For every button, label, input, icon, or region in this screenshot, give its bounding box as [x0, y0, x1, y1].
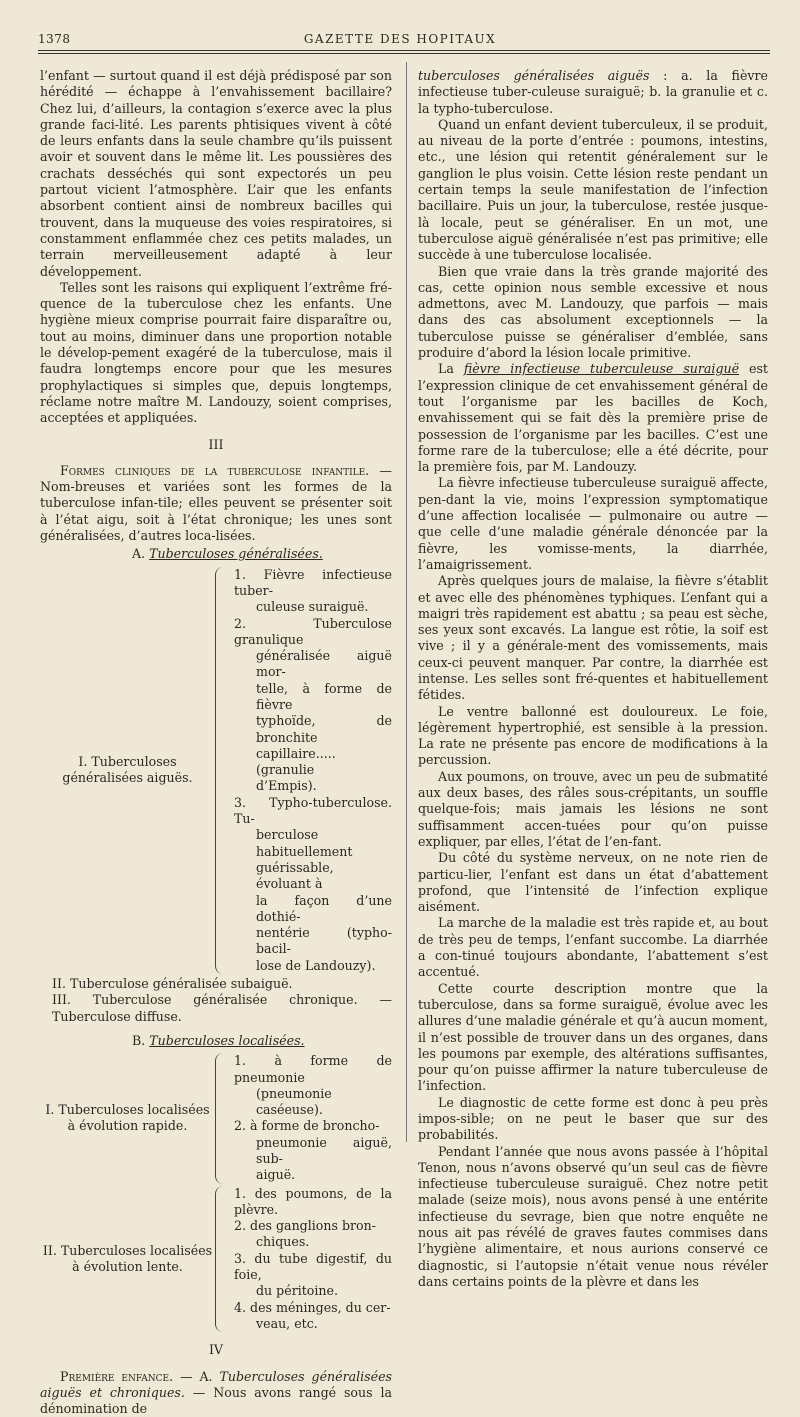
- table-item: 3. du tube digestif, du foie,: [234, 1250, 392, 1283]
- column-divider: [406, 62, 407, 1142]
- subsection-title: Tuberculoses généralisées.: [149, 546, 323, 562]
- table-item: chiques.: [256, 1234, 310, 1250]
- table-item: nentérie (typho-bacil-: [256, 925, 392, 957]
- paragraph: l’enfant — surtout quand il est déjà prédisposé par son hérédité — échappe à l’envahissement bacillaire? Chez lui, d’ailleurs, la contagion s’exerce avec la plus grande faci-lité. Les parents phtisiques vivent à côté de leurs enfants dans la seule chambre qu’ils puissent avoir et souvent dans le même lit. Les poussières des crachats desséchés qui sont expectorés un peu partout vicient l’atmosphère. L’air que les enfants absorbent contient ainsi de nombreux bacilles qui trouvent, dans la muqueuse des voies respiratoires, si constamment enflammée chez ces petits malades, un terrain merveilleusement adapté à leur développement.: [40, 68, 392, 279]
- subsection-letter: A.: [132, 546, 150, 562]
- table-item: typhoïde, de bronchite: [256, 713, 392, 745]
- table-item: aiguë.: [256, 1167, 296, 1183]
- paragraph: Le diagnostic de cette forme est donc à peu près impos-sible; on ne peut le baser que sur des probabilités.: [418, 1094, 768, 1143]
- table-item: d’Empis).: [256, 778, 317, 794]
- table-item: la façon d’une dothié-: [256, 892, 392, 924]
- classification-table: [40, 1053, 392, 1183]
- section-heading: IV: [208, 1342, 224, 1358]
- brace: [215, 1186, 230, 1333]
- paragraph: Le ventre ballonné est douloureux. Le foie, légèrement hypertrophié, est sensible à la pression. La rate ne présente pas encore de modifications à la percussion.: [418, 703, 768, 768]
- table-item: 2. des ganglions bron-: [234, 1218, 376, 1234]
- paragraph: La marche de la maladie est très rapide et, au bout de très peu de temps, l’enfant succombe. La diarrhée a con-tinué toujours abondante, l’abattement s’est accentué.: [418, 915, 768, 980]
- paragraph-text: — A.: [173, 1368, 220, 1384]
- table-item: lose de Landouzy).: [256, 957, 376, 973]
- subsection-heading: [132, 1033, 392, 1049]
- subsection-letter: B.: [132, 1032, 150, 1048]
- run-in-heading: Première enfance.: [60, 1368, 174, 1384]
- table-category: I. Tuberculoses localisées à évolution rapide.: [45, 1102, 210, 1134]
- table-item: 2. Tuberculose granulique: [234, 615, 392, 647]
- header-rule-bottom: [38, 53, 770, 54]
- italic-text: Tuberculoses généralisées aiguës et chroniques.: [40, 1368, 392, 1400]
- paragraph: Du côté du système nerveux, on ne note rien de particu-lier, l’enfant est dans un état d’abattement profond, que l’intensité de l’infection explique aisément.: [418, 850, 768, 915]
- table-item: 3. Typho-tuberculose. Tu-: [234, 794, 392, 827]
- brace: [215, 1053, 230, 1183]
- table-item: berculose habituellement: [256, 827, 353, 859]
- table-item: 1. Fièvre infectieuse tuber-: [234, 566, 392, 598]
- paragraph: [40, 1369, 392, 1417]
- paragraph: La fièvre infectieuse tuberculeuse suraiguë affecte, pen-dant la vie, moins l’expression symptomatique d’une affection localisée — pulmonaire ou autre — que celle d’une maladie générale dénoncée par la fièvre, les vomisse-ments, la diarrhée, l’amaigrissement.: [418, 475, 768, 572]
- classification-table: [40, 1186, 392, 1333]
- table-items: [234, 1186, 392, 1333]
- table-item: 1. à forme de pneumonie: [234, 1053, 392, 1085]
- left-column: [40, 68, 392, 1417]
- classification-line: III. Tuberculose généralisée chronique. — Tuberculose diffuse.: [52, 992, 392, 1024]
- table-item: 4. des méninges, du cer-: [234, 1299, 391, 1315]
- right-column: [418, 68, 768, 1290]
- classification-table: [40, 567, 392, 974]
- table-category: I. Tuberculoses généralisées aiguës.: [62, 754, 193, 786]
- paragraph: [418, 361, 768, 475]
- paragraph: [40, 463, 392, 544]
- table-category: II. Tuberculoses localisées à évolution lente.: [42, 1242, 213, 1274]
- table-item: capillaire..... (granulie: [256, 745, 336, 778]
- italic-text: fièvre infectieuse tuberculeuse suraiguë: [463, 361, 740, 377]
- paragraph-text: est l’expression clinique de cet envahissement général de tout l’organisme par les bacilles de Koch, envahissement qui se fait dès la première prise de possession de l’organisme par les bacilles. C’est une forme rare de la tuberculose; elle a été décrite, pour la première fois, par M. Landouzy.: [418, 361, 768, 475]
- table-item: culeuse suraiguë.: [256, 599, 369, 615]
- table-item: généralisée aiguë mor-: [256, 648, 392, 680]
- table-items: [234, 1053, 392, 1183]
- paragraph: Après quelques jours de malaise, la fièvre s’établit et avec elle des phénomènes typhiques. L’enfant qui a maigri très rapidement est abattu ; sa peau est sèche, ses yeux sont excavés. La langue est rôtie, la soif est vive ; il y a générale-ment des vomissements, mais ceux-ci peuvent manquer. Par contre, la diarrhée est intense. Les selles sont fré-quentes et habituellement fétides.: [418, 573, 768, 703]
- paragraph: Cette courte description montre que la tuberculose, dans sa forme suraiguë, évolue avec les allures d’une maladie générale et qu’à aucun moment, il n’est possible de trouver dans un des organes, dans les poumons par exemple, des altérations suffisantes, pour qu’on puisse affirmer la nature tuberculeuse de l’infection.: [418, 980, 768, 1094]
- paragraph-text: — Nous avons rangé sous la dénomination de: [40, 1384, 392, 1417]
- subsection-title: Tuberculoses localisées.: [149, 1032, 305, 1048]
- brace: [215, 567, 230, 974]
- page-header: [0, 26, 800, 48]
- table-item: guérissable, évoluant à: [256, 859, 334, 892]
- table-item: veau, etc.: [256, 1315, 318, 1331]
- journal-title: GAZETTE DES HOPITAUX: [303, 32, 497, 46]
- table-item: (pneumonie caséeuse).: [256, 1085, 332, 1118]
- paragraph-text: : a. la fièvre infectieuse tuber-culeuse suraiguë; b. la granulie et c. la typho-tuberculose.: [418, 68, 768, 116]
- table-items: [234, 567, 392, 974]
- italic-text: tuberculoses généralisées aiguës: [418, 68, 650, 83]
- paragraph-text: — Nom-breuses et variées sont les formes de la tuberculose infan-tile; elles peuvent se présenter soit à l’état aigu, soit à l’état chronique; les unes sont généralisées, d’autres loca-lisées.: [40, 462, 392, 544]
- page-number: 1378: [38, 32, 71, 46]
- header-rule-top: [38, 50, 770, 51]
- paragraph: Aux poumons, on trouve, avec un peu de submatité aux deux bases, des râles sous-crépitants, un souffle quelque-fois; mais jamais les lésions ne sont suffisamment accen-tuées pour qu’on puisse expliquer, par elles, l’état de l’en-fant.: [418, 768, 768, 849]
- paragraph: [418, 68, 768, 117]
- table-item: telle, à forme de fièvre: [256, 680, 392, 712]
- run-in-heading: Formes cliniques de la tuberculose infantile.: [60, 462, 370, 478]
- table-item: pneumonie aiguë, sub-: [256, 1134, 392, 1166]
- paragraph-text: La: [438, 361, 464, 377]
- section-heading: III: [208, 436, 224, 452]
- paragraph: Quand un enfant devient tuberculeux, il se produit, au niveau de la porte d’entrée : poumons, intestins, etc., une lésion qui retentit généralement sur le ganglion le plus voisin. Cette lésion reste pendant un certain temps la seule manifestation de l’infection bacillaire. Puis un jour, la tuberculose, restée jusque-là locale, peut se généraliser. En un mot, une tuberculose aiguë généralisée n’est pas primitive; elle succède à une tuberculose localisée.: [418, 116, 768, 263]
- classification-line: II. Tuberculose généralisée subaiguë.: [52, 976, 293, 992]
- paragraph: Bien que vraie dans la très grande majorité des cas, cette opinion nous semble excessive et nous admettons, avec M. Landouzy, que parfois — mais dans des cas absolument exceptionnels — la tuberculose puisse se généraliser d’emblée, sans produire d’abord la lésion locale primitive.: [418, 263, 768, 361]
- table-item: 2. à forme de broncho-: [234, 1118, 380, 1134]
- paragraph: Pendant l’année que nous avons passée à l’hôpital Tenon, nous n’avons observé qu’un seul cas de fièvre infectieuse tuberculeuse suraiguë. Chez notre petit malade (seize mois), nous avons pensé à une entérite infectieuse du sevrage, bien que notre enquête ne nous ait pas révélé de graves fautes commises dans l’hygiène alimentaire, et nous aurions conservé ce diagnostic, si l’autopsie n’était venue nous révéler dans certains points de la plèvre et dans les: [418, 1143, 768, 1289]
- subsection-heading: [132, 546, 392, 562]
- paragraph: Telles sont les raisons qui expliquent l’extrême fré-quence de la tuberculose chez les enfants. Une hygiène mieux comprise pourrait faire disparaître ou, tout au moins, diminuer dans une proportion notable le dévelop-pement exagéré de la tuberculose, mais il faudra longtemps encore pour que les mesures prophylactiques si simples que, depuis longtemps, réclame notre maître M. Landouzy, soient comprises, acceptées et appliquées.: [40, 279, 392, 426]
- table-item: du péritoine.: [256, 1283, 338, 1299]
- table-item: 1. des poumons, de la plèvre.: [234, 1185, 392, 1217]
